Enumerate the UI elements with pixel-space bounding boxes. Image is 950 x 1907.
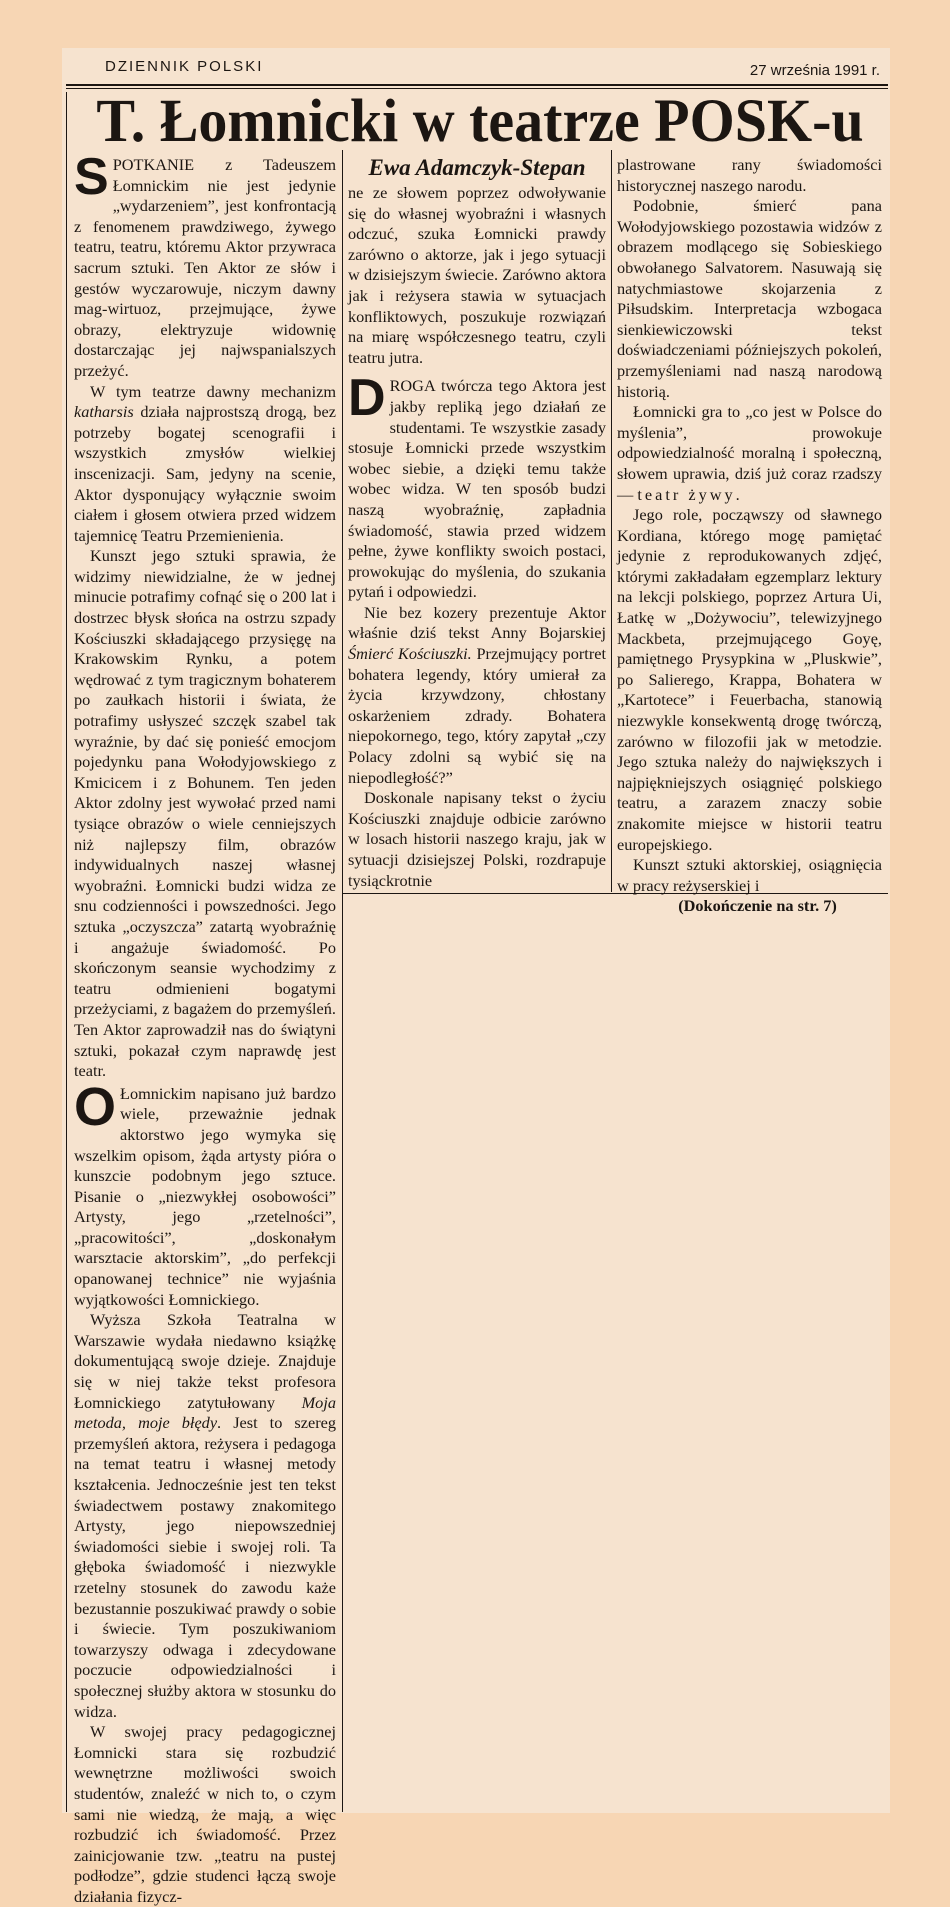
paragraph-text: działa najprostszą drogą, bez potrzeby bogatej scenografii i wszystkich zmysłów wielkiej inscenizacji. Sam, jedyny na scenie, Aktor dysponujący wyłącznie swoim ciałem i głosem otwiera przed widzem tajemnicę Teatru Przemienienia. — [74, 402, 336, 545]
column-divider-1 — [342, 150, 343, 1812]
paragraph: Podobnie, śmierć pana Wołodyjowskiego pozostawia widzów z obrazem modlącego się Sobieskiego obwołanego Salvatorem. Nasuwają się natychmiastowe skojarzenia z Piłsudskim. Interpretacja wzbogaca sienkiewiczowski tekst doświadczeniami późniejszych pokoleń, przemyśleniami nad naszą narodową historią. — [617, 196, 882, 401]
drop-cap: O — [74, 1076, 117, 1137]
headline: T. Łomnicki w teatrze POSK-u — [96, 86, 864, 155]
left-border-rule — [66, 92, 67, 1812]
column-1 — [74, 148, 336, 1907]
paragraph — [617, 402, 882, 505]
paragraph — [74, 1310, 336, 1722]
emphasis-text: Śmierć Kościuszki. — [348, 644, 472, 664]
continuation-note: (Dokończenie na str. 7) — [678, 896, 837, 916]
paragraph-text: Wyższa Szkoła Teatralna w Warszawie wydała niedawno książkę dokumentującą swoje dzieje. Znajduje się w niej także tekst profesora Łomnickiego zatytułowany — [74, 1310, 336, 1412]
paper-name: DZIENNIK POLSKI — [105, 58, 264, 75]
drop-cap: S — [74, 148, 109, 206]
paragraph — [348, 603, 606, 788]
paragraph-text: Łomnickim napisano już bardzo wiele, przeważnie jednak aktorstwo jego wymyka się wszelkim opisom, żąda artysty pióra o kunszcie podobnym jego sztuce. Pisanie o „niezwykłej osobowości” Artysty, jego „rzetelności”, „pracowitości”, „doskonałym warsztacie aktorskim”, „do perfekcji opanowanej technice” nie wyjaśnia wyjątkowości Łomnickiego. — [74, 1083, 336, 1309]
paragraph — [74, 1076, 336, 1311]
column-2 — [348, 155, 606, 891]
paragraph: plastrowane rany świadomości historycznej naszego narodu. — [617, 155, 882, 195]
issue-date: 27 września 1991 r. — [749, 62, 880, 79]
column-3 — [617, 155, 882, 917]
emphasis-text: katharsis — [74, 402, 134, 422]
paragraph — [348, 369, 606, 603]
paragraph-text: Łomnicki gra to „co jest w Polsce do myślenia”, prowokuje odpowiedzialność moralną i społeczną, słowem uprawia, dziś już coraz rzadszy — — [617, 402, 882, 504]
paragraph-text: W tym teatrze dawny mechanizm — [90, 381, 336, 401]
paragraph: Kunszt sztuki aktorskiej, osiągnięcia w pracy reżyserskiej i — [617, 855, 882, 895]
paragraph: W swojej pracy pedagogicznej Łomnicki stara się rozbudzić wewnętrzne możliwości swoich studentów, znaleźć w nich to, o czym sami nie wiedzą, że mają, a więc rozbudzić ich świadomość. Przez zainicjowanie tzw. „teatru na pustej podłodze”, gdzie studenci łączą swoje działania fizycz- — [74, 1722, 336, 1906]
paragraph-text: . — [735, 484, 740, 504]
paragraph-text: Nie bez kozery prezentuje Aktor właśnie dziś tekst Anny Bojarskiej — [348, 602, 606, 643]
drop-cap: D — [348, 369, 386, 428]
author-byline: Ewa Adamczyk-Stepan — [368, 155, 586, 180]
paragraph — [74, 382, 336, 547]
paragraph-text: . Jest to szereg przemyśleń aktora, reżysera i pedagoga na temat teatru i własnej metody kształcenia. Jednocześnie jest ten tekst świadectwem postawy znakomitego Artysty, jego niepowszedniej świadomości siebie i swojej roli. Ta głęboka świadomość i niezwykle rzetelny stosunek do zawodu każe bezustannie poszukiwać prawdy o sobie i świecie. Tym poszukiwaniom towarzyszy odwaga i zdecydowane poczucie odpowiedzialności i społecznej służby aktora w stosunku do widza. — [74, 1413, 336, 1721]
paragraph: Kunszt jego sztuki sprawia, że widzimy niewidzialne, że w jednej minucie potrafimy cofnąć się o 200 lat i dostrzec błysk słońca na ostrzu szpady Kościuszki składającego przysięgę na Krakowskim Rynku, a potem wędrować z tym tragicznym bohaterem po zaułkach historii i świata, że potrafimy usłyszeć szczęk szabel tak wyraźnie, by dać się ponieść emocjom pojedynku pana Wołodyjowskiego z Kmicicem i z Bohunem. Ten jeden Aktor zdolny jest wywołać przed nami tysiące obrazów o wiele cenniejszych niż najlepszy film, obrazów indywidualnych naszej własnej wyobraźni. Łomnicki budzi widza ze snu codzienności i powszedności. Jego sztuka „oczyszcza” zatartą wyobraźnię i angażuje świadomość. Po skończonym seansie wychodzimy z teatru odmienieni bogatymi przeżyciami, z bagażem do przemyśleń. Ten Aktor zaprowadził nas do świątyni sztuki, pokazał czym naprawdę jest teatr. — [74, 546, 336, 1081]
spaced-emphasis-text: teatr żywy — [637, 484, 736, 504]
column-divider-2 — [611, 150, 612, 892]
paragraph-text: POTKANIE z Tadeuszem Łomnickim nie jest jedynie „wydarzeniem”, jest konfrontacją z fenomenem prawdziwego, żywego teatru, teatru, któremu Aktor przywraca sacrum sztuki. Ten Aktor ze słów i gestów wyczarowuje, niczym dawny mag-wirtuoz, przejmujące, żywe obrazy, elektryzuje widownię dostarczając jej najwspanialszych przeżyć. — [74, 155, 336, 380]
paragraph: ne ze słowem poprzez odwoływanie się do własnej wyobraźni i własnych odczuć, szuka Łomnicki prawdy zarówno o aktorze, jak i jego sytuacji w dzisiejszym świecie. Zarówno aktora jak i reżysera stawia w sytuacjach konfliktowych, poszukuje rozwiązań na miarę współczesnego teatru, czyli teatru jutra. — [348, 183, 606, 367]
paragraph — [74, 148, 336, 382]
paragraph-text: ROGA twórcza tego Aktora jest jakby repliką jego działań ze studentami. Te wszystkie zasady stosuje Łomnicki przede wszystkim wobec siebie, a dzięki temu także wobec widza. W ten sposób budzi naszą wyobraźnię, zapładnia świadomość, stawia przed widzem pełne, żywe konflikty swoich postaci, prowokując do myślenia, do szukania pytań i odpowiedzi. — [348, 376, 606, 602]
paragraph: Jego role, począwszy od sławnego Kordiana, którego mogę pamiętać jedynie z reprodukowanych zdjęć, którymi zakładałam egzemplarz lektury na lekcji polskiego, poprzez Artura Ui, Łatkę w „Dożywociu”, telewizyjnego Mackbeta, przejmującego Goyę, pamiętnego Prysypkina w „Pluskwie”, po Salierego, Krappa, Bohatera w „Kartotece” i Feuerbacha, stanowią niezwykle konsekwentą drogę twórczą, zarówno w filozofii jak w metodzie. Jego sztuka należy do największych i najpiękniejszych osiągnięć polskiego teatru, a zarazem znaczy sobie znakomite miejsce w historii teatru europejskiego. — [617, 505, 882, 854]
paragraph: Doskonale napisany tekst o życiu Kościuszki znajduje odbicie zarówno w losach historii naszego kraju, jak w sytuacji dzisiejszej Polski, rozdrapuje tysiąckrotnie — [348, 788, 606, 890]
masthead — [105, 58, 880, 79]
emphasis-text: Moja metoda, moje błędy — [74, 1392, 336, 1433]
paragraph-text: Przejmujący portret bohatera legendy, który umierał za życia krzywdzony, chłostany oskarżeniem zdrady. Bohatera niepokornego, tego, który zapytał „czy Polacy zdolni są wybić się na niepodległość?” — [348, 644, 607, 787]
